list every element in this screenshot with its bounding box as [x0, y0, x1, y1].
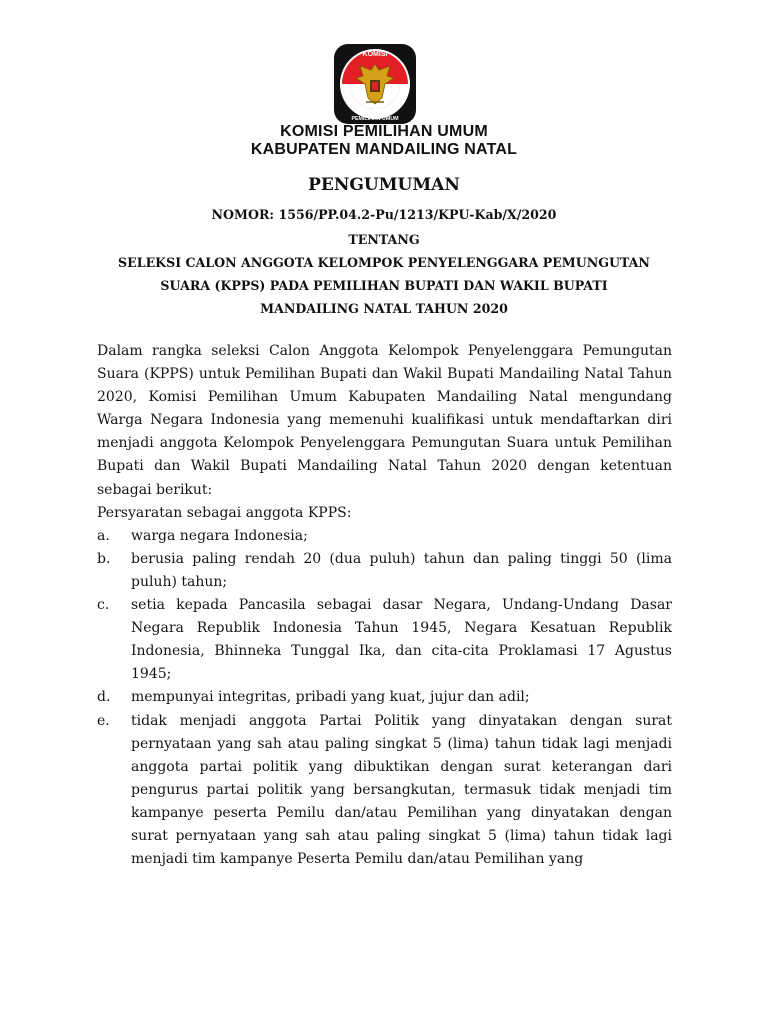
- announcement-about: TENTANG: [348, 232, 420, 247]
- org-name-line1: KOMISI PEMILIHAN UMUM: [280, 123, 488, 140]
- list-item-text: berusia paling rendah 20 (dua puluh) tahun dan paling tinggi 50 (lima puluh) tahun;: [131, 550, 672, 590]
- list-item-text: setia kepada Pancasila sebagai dasar Negara, Undang-Undang Dasar Negara Republik Indonesia Tahun 1945, Negara Kesatuan Republik Indonesia, Bhinneka Tunggal Ika, dan cita-cita Proklamasi 17 Agustus 1945;: [131, 597, 672, 683]
- subject-line-1: SELEKSI CALON ANGGOTA KELOMPOK PENYELENGGARA PEMUNGUTAN: [118, 255, 650, 270]
- document-body: [97, 340, 672, 871]
- list-item: [97, 548, 672, 594]
- logo-text-top: KOMISI: [362, 51, 388, 58]
- list-item-marker: c.: [97, 597, 110, 614]
- list-item-text: mempunyai integritas, pribadi yang kuat, jujur dan adil;: [131, 689, 530, 706]
- subject-line-3: MANDAILING NATAL TAHUN 2020: [260, 301, 508, 316]
- logo-text-bottom: PEMILIHAN UMUM: [351, 116, 399, 122]
- list-item-marker: e.: [97, 712, 110, 729]
- list-item-text: tidak menjadi anggota Partai Politik yang dinyatakan dengan surat pernyataan yang sah atau paling singkat 5 (lima) tahun tidak lagi menjadi anggota partai politik yang dibuktikan dengan surat keterangan dari pengurus partai politik yang bersangkutan, termasuk tidak menjadi tim kampanye peserta Pemilu dan/atau Pemilihan yang dinyatakan dengan surat pernyataan yang sah atau paling singkat 5 (lima) tahun tidak lagi menjadi tim kampanye Peserta Pemilu dan/atau Pemilihan yang: [131, 712, 672, 868]
- announcement-number: NOMOR: 1556/PP.04.2-Pu/1213/KPU-Kab/X/2020: [211, 207, 557, 222]
- list-item-marker: b.: [97, 550, 111, 567]
- list-item: [97, 594, 672, 686]
- list-item: [97, 686, 672, 709]
- intro-paragraph: Dalam rangka seleksi Calon Anggota Kelompok Penyelenggara Pemungutan Suara (KPPS) untuk Pemilihan Bupati dan Wakil Bupati Mandailing Natal Tahun 2020, Komisi Pemilihan Umum Kabupaten Mandailing Natal mengundang Warga Negara Indonesia yang memenuhi kualifikasi untuk mendaftarkan diri menjadi anggota Kelompok Penyelenggara Pemungutan Suara untuk Pemilihan Bupati dan Wakil Bupati Mandailing Natal Tahun 2020 dengan ketentuan sebagai berikut:: [97, 343, 672, 498]
- list-item-marker: d.: [97, 689, 111, 706]
- subject-line-2: SUARA (KPPS) PADA PEMILIHAN BUPATI DAN WAKIL BUPATI: [160, 278, 608, 293]
- requirements-intro: Persyaratan sebagai anggota KPPS:: [97, 504, 352, 521]
- page-title: PENGUMUMAN: [308, 175, 460, 195]
- list-item-marker: a.: [97, 527, 110, 544]
- requirements-list: [97, 525, 672, 871]
- kpu-emblem-icon: [332, 42, 418, 126]
- list-item: [97, 710, 672, 872]
- org-name-line2: KABUPATEN MANDAILING NATAL: [250, 141, 518, 158]
- list-item: [97, 525, 672, 548]
- list-item-text: warga negara Indonesia;: [131, 527, 308, 544]
